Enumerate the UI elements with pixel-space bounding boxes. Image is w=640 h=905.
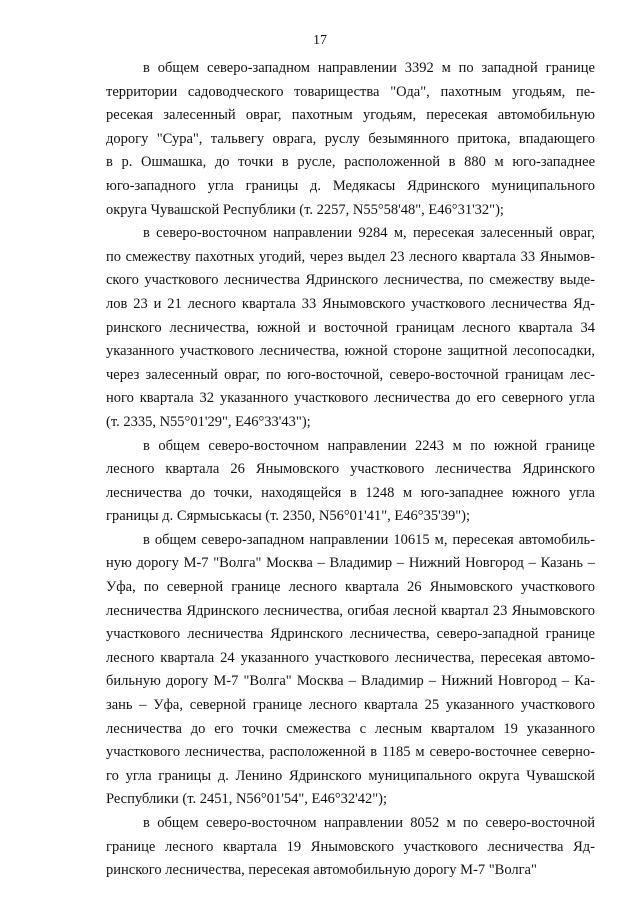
text-line: лов 23 и 21 лесного квартала 33 Янымовского участкового лесничества Яд-	[106, 295, 595, 312]
text-line: в северо-восточном направлении 9284 м, пересекая залесенный овраг,	[143, 225, 595, 242]
paragraph	[106, 222, 595, 434]
text-line: границе лесного квартала 19 Янымовского участкового лесничества Яд-	[106, 838, 595, 855]
paragraph	[106, 435, 595, 529]
text-line: бильную дорогу М-7 "Волга" Москва – Владимир – Нижний Новгород – Ка-	[106, 673, 595, 690]
document-body	[106, 57, 595, 883]
text-line: ресекая залесенный овраг, пахотным угодьям, пересекая автомобильную	[106, 107, 595, 124]
paragraph	[106, 57, 595, 222]
text-line: ринского лесничества, южной и восточной границам лесного квартала 34	[106, 319, 595, 336]
text-line: дорогу "Сура", тальвегу оврага, руслу безымянного притока, впадающего	[106, 130, 595, 147]
text-line: ринского лесничества, пересекая автомобильную дорогу М-7 "Волга"	[106, 862, 537, 879]
text-line: лесничества Ядринского лесничества, огибая лесной квартал 23 Янымовского	[106, 602, 595, 619]
text-line: лесничества до точки, находящейся в 1248 м юго-западнее южного угла	[106, 484, 595, 501]
text-line: ную дорогу М-7 "Волга" Москва – Владимир – Нижний Новгород – Казань –	[106, 555, 595, 572]
text-line: лесного квартала 26 Янымовского участкового лесничества Ядринского	[106, 461, 595, 478]
text-line: зань – Уфа, северной границе лесного квартала 25 указанного участкового	[106, 697, 595, 714]
text-line: в общем северо-восточном направлении 2243 м по южной границе	[143, 437, 595, 454]
text-line: го угла границы д. Ленино Ядринского муниципального округа Чувашской	[106, 767, 595, 784]
page-number: 17	[313, 33, 327, 48]
text-line: ского участкового лесничества Ядринского лесничества, по смежеству выде-	[106, 272, 595, 289]
text-line: участкового лесничества Ядринского лесничества, северо-западной границе	[106, 626, 595, 643]
text-line: участкового лесничества, расположенной в 1185 м северо-восточнее северно-	[106, 744, 595, 761]
text-line: через залесенный овраг, по юго-восточной, северо-восточной границам лес-	[106, 366, 595, 383]
paragraph	[106, 529, 595, 812]
text-line: (т. 2335, N55°01'29", E46°33'43");	[106, 413, 311, 430]
text-line: юго-западного угла границы д. Медякасы Ядринского муниципального	[106, 177, 595, 194]
text-line: в общем северо-западном направлении 10615 м, пересекая автомобиль-	[143, 531, 595, 548]
text-line: территории садоводческого товарищества "Ода", пахотным угодьям, пе-	[106, 83, 595, 100]
text-line: Уфа, по северной границе лесного квартала 26 Янымовского участкового	[106, 579, 595, 596]
text-line: округа Чувашской Республики (т. 2257, N55°58'48", E46°31'32");	[106, 201, 504, 218]
text-line: лесничества до его точки смежества с лесным кварталом 19 указанного	[106, 720, 595, 737]
text-line: в общем северо-западном направлении 3392 м по западной границе	[143, 60, 595, 76]
paragraph	[106, 812, 595, 883]
text-line: в р. Ошмашка, до точки в русле, расположенной в 880 м юго-западнее	[106, 154, 595, 171]
text-line: Республики (т. 2451, N56°01'54", E46°32'42");	[106, 791, 388, 808]
text-line: указанного участкового лесничества, южной стороне защитной лесопосадки,	[106, 343, 595, 360]
text-line: ного квартала 32 указанного участкового лесничества до его северного угла	[106, 390, 595, 407]
text-line: границы д. Сярмыськасы (т. 2350, N56°01'41", E46°35'39");	[106, 508, 470, 525]
text-line: в общем северо-восточном направлении 8052 м по северо-восточной	[143, 815, 595, 831]
text-line: лесного квартала 24 указанного участкового лесничества, пересекая автомо-	[106, 649, 595, 666]
text-line: по смежеству пахотных угодий, через выдел 23 лесного квартала 33 Янымов-	[106, 248, 595, 265]
